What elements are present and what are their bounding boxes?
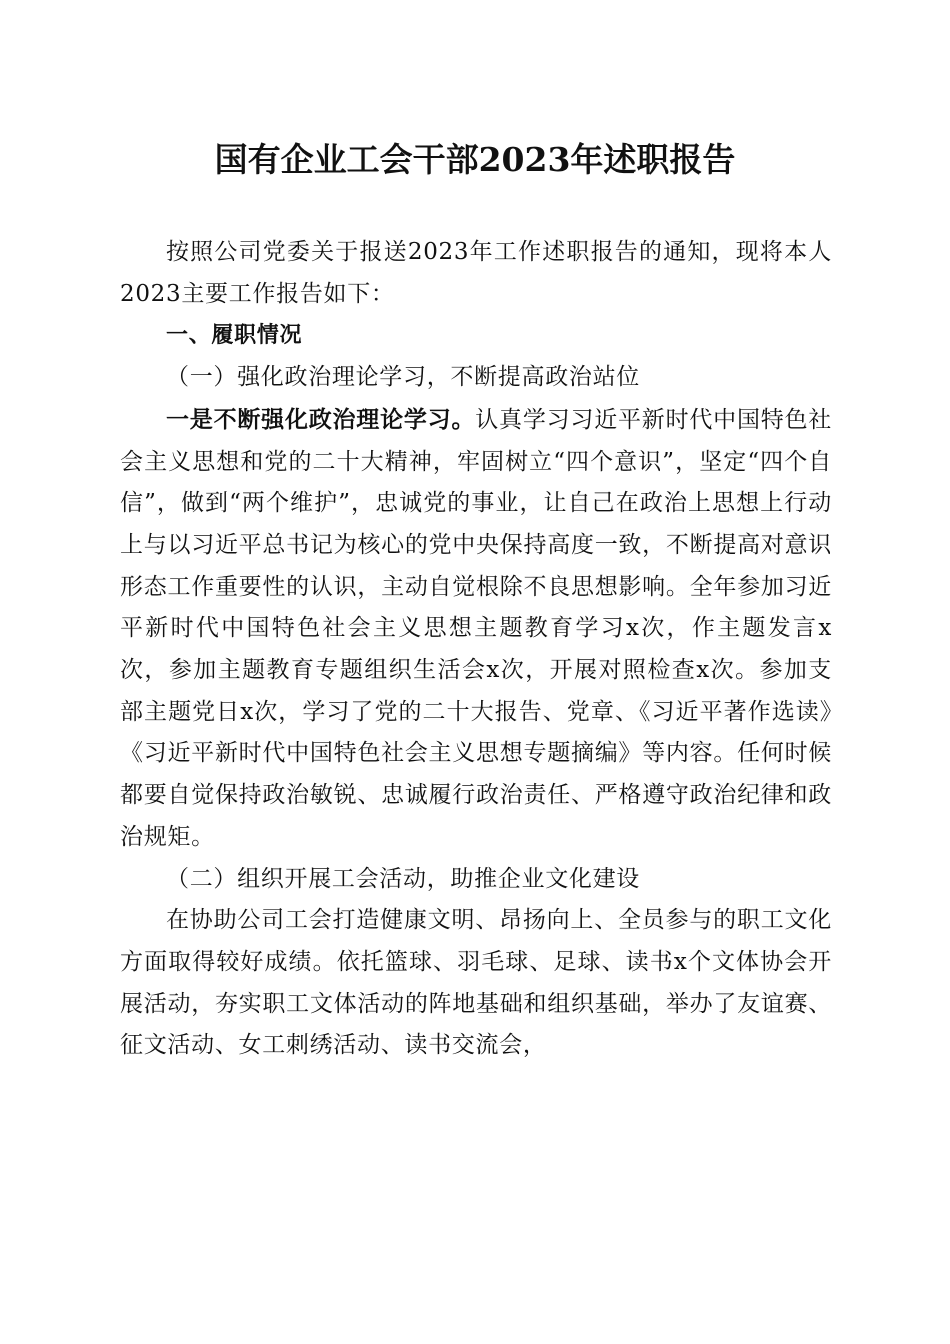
- subsection-heading-union-activities: （二）组织开展工会活动，助推企业文化建设: [166, 865, 640, 892]
- union-activities-paragraph: 在协助公司工会打造健康文明、昂扬向上、全员参与的职工文化方面取得较好成绩。依托篮球、羽毛球、足球、读书x个文体协会开展活动，夯实职工文体活动的阵地基础和组织基础，举办了友谊赛、征文活动、女工刺绣活动、读书交流会，: [120, 907, 832, 1059]
- subsection-heading-political-study: （一）强化政治理论学习，不断提高政治站位: [166, 364, 640, 391]
- political-study-lead: 一是不断强化政治理论学习。: [166, 405, 476, 433]
- document-body: [120, 232, 832, 1067]
- section-heading-performance: 一、履职情况: [166, 323, 303, 349]
- political-study-text: 认真学习习近平新时代中国特色社会主义思想和党的二十大精神，牢固树立“四个意识”，坚定“四个自信”，做到“两个维护”，忠诚党的事业，让自己在政治上思想上行动上与以习近平总书记为核心的党中央保持高度一致，不断提高对意识形态工作重要性的认识，主动自觉根除不良思想影响。全年参加习近平新时代中国特色社会主义思想主题教育学习x次，作主题发言x次，参加主题教育专题组织生活会x次，开展对照检查x次。参加支部主题党日x次，学习了党的二十大报告、党章、《习近平著作选读》《习近平新时代中国特色社会主义思想专题摘编》等内容。任何时候都要自觉保持政治敏锐、忠诚履行政治责任、严格遵守政治纪律和政治规矩。: [120, 406, 833, 850]
- intro-paragraph: 按照公司党委关于报送2023年工作述职报告的通知，现将本人2023主要工作报告如下：: [120, 239, 832, 307]
- political-study-paragraph: [120, 399, 832, 859]
- document-title: 国有企业工会干部2023年述职报告: [214, 140, 736, 179]
